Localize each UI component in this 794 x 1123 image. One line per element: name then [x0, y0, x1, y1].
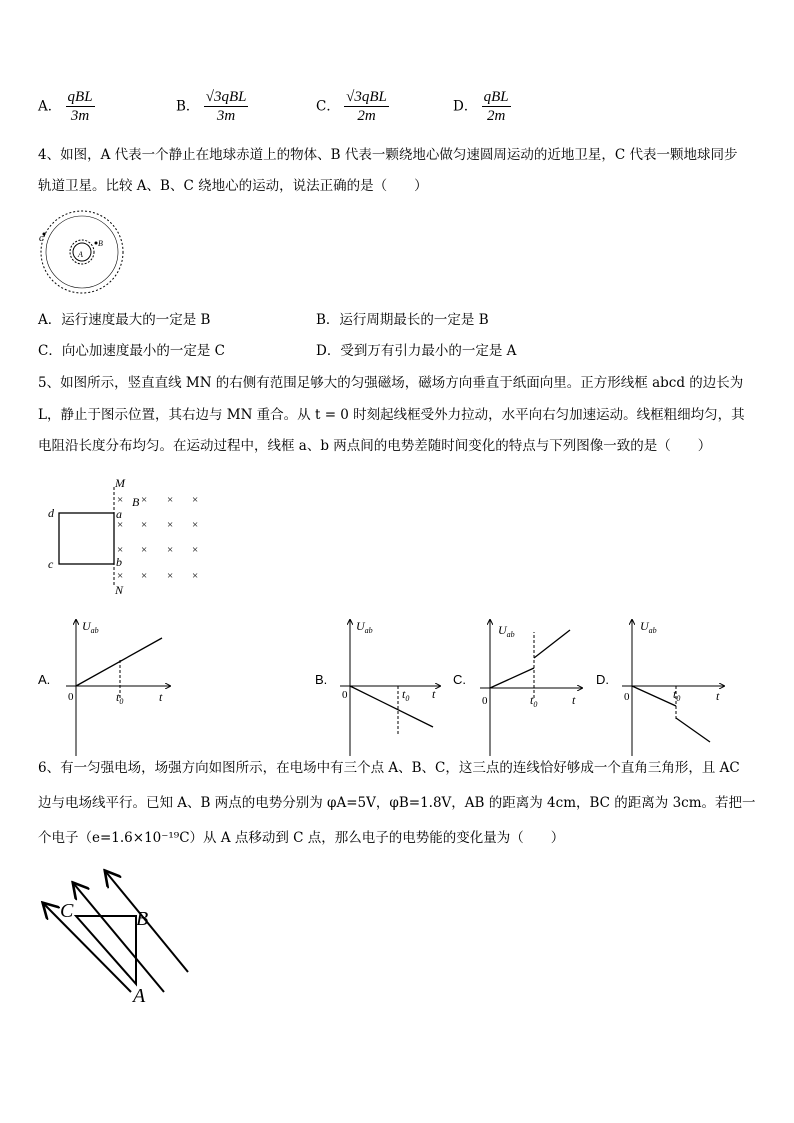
svg-text:0: 0	[342, 689, 348, 701]
q5-text-line2: L，静止于图示位置，其右边与 MN 重合。从 t = 0 时刻起线框受外力拉动，水平向右匀加速运动。线框粗细均匀，其	[38, 407, 745, 423]
label-b: b	[116, 555, 122, 569]
graph-d-label: D.	[596, 672, 609, 687]
graph-a-label: A.	[38, 672, 51, 687]
q3-option-c: C． $\frac{\text{√3qBL}}{2m}$	[316, 89, 387, 124]
triangle-abc	[76, 916, 136, 984]
svg-text:×: ×	[117, 570, 124, 582]
square-frame	[59, 513, 114, 564]
q5-text-line3: 电阻沿长度分布均匀。在运动过程中，线框 a、b 两点间的电势差随时间变化的特点与下列图像一致的是（ ）	[38, 438, 712, 454]
svg-text:t: t	[159, 690, 163, 704]
label-d: d	[48, 506, 54, 520]
q6-text-line1: 6、有一匀强电场，场强方向如图所示，在电场中有三个点 A、B、C，这三点的连线恰好够成一个直角三角形，且 AC	[38, 760, 740, 776]
svg-text:×: ×	[167, 519, 174, 531]
svg-text:×: ×	[141, 570, 148, 582]
label-c: c	[48, 557, 54, 571]
svg-text:t: t	[432, 687, 436, 701]
q4-option-b: B．运行周期最长的一定是 B	[316, 312, 489, 328]
svg-text:t0: $t_0$	[530, 693, 538, 709]
q4-text-line2: 轨道卫星。比较 A、B、C 绕地心的运动，说法正确的是（ ）	[38, 178, 428, 194]
graph-c-line2	[534, 630, 570, 658]
graph-d-line1	[632, 686, 676, 706]
svg-text:×: ×	[117, 544, 124, 556]
q3-option-d: D． $\frac{\text{qBL}}{2m}$	[453, 89, 509, 124]
svg-text:0: 0	[624, 691, 630, 703]
graph-a-line	[76, 638, 162, 686]
q4-option-a: A．运行速度最大的一定是 B	[38, 312, 211, 328]
q3-option-b: B． $\frac{\text{√3qBL}}{3m}$	[176, 89, 247, 124]
svg-text:t0: $t_0$	[116, 690, 124, 706]
graph-b	[336, 612, 446, 760]
svg-text:t0: $t_0$	[673, 687, 681, 703]
svg-text:×: ×	[117, 494, 124, 506]
label-m: M	[115, 476, 125, 490]
svg-text:×: ×	[192, 570, 199, 582]
q5-text-line1: 5、如图所示，竖直直线 MN 的右侧有范围足够大的匀强磁场，磁场方向垂直于纸面向里。正方形线框 abcd 的边长为	[38, 375, 744, 391]
label-a: A	[78, 250, 83, 259]
field-line-2	[74, 884, 164, 992]
label-c: c	[39, 233, 44, 244]
graph-a-ylabel: $U_{ab}$	[82, 619, 99, 635]
svg-text:t0: $t_0$	[402, 687, 410, 703]
graph-d	[618, 612, 730, 760]
label-a: A	[133, 985, 146, 1007]
svg-text:Uab: $U_{ab}$	[640, 619, 657, 635]
svg-text:×: ×	[167, 494, 174, 506]
svg-text:×: ×	[141, 494, 148, 506]
svg-text:0: 0	[68, 691, 74, 703]
label-field-b: B	[132, 495, 140, 509]
svg-text:×: ×	[192, 494, 199, 506]
svg-text:t: t	[716, 689, 720, 703]
label-a: a	[116, 507, 122, 521]
label-n: N	[115, 583, 124, 597]
magnetic-field-figure	[44, 475, 214, 600]
svg-text:×: ×	[167, 570, 174, 582]
svg-text:0: 0	[482, 695, 488, 707]
q6-text-line3: 个电子（e=1.6×10⁻¹⁹C）从 A 点移动到 C 点，那么电子的电势能的变化量为（ ）	[38, 830, 565, 846]
q3-option-a: A． $\frac{\text{qBL}}{3m}$	[38, 89, 93, 124]
orbit-figure	[36, 210, 132, 296]
q4-option-d: D．受到万有引力最小的一定是 A	[316, 343, 517, 359]
label-c: C	[60, 900, 74, 922]
svg-text:×: ×	[141, 544, 148, 556]
q4-text-line1: 4、如图，A 代表一个静止在地球赤道上的物体、B 代表一颗绕地心做匀速圆周运动的近地卫星，C 代表一颗地球同步	[38, 147, 738, 163]
label-b: B	[136, 908, 149, 930]
svg-text:Uab: $U_{ab}$	[356, 619, 373, 635]
graph-c-label: C.	[453, 672, 466, 687]
field-line-1	[44, 904, 131, 992]
svg-text:Uab: $U_{ab}$	[498, 623, 515, 639]
graph-a	[62, 612, 182, 760]
graph-c	[476, 612, 588, 760]
svg-text:×: ×	[192, 519, 199, 531]
field-crosses	[117, 494, 198, 582]
graph-c-line1	[490, 668, 534, 688]
svg-text:×: ×	[141, 519, 148, 531]
q6-text-line2: 边与电场线平行。已知 A、B 两点的电势分别为 φA=5V，φB=1.8V，AB 的距离为 4cm，BC 的距离为 3cm。若把一	[38, 795, 756, 811]
q4-option-c: C．向心加速度最小的一定是 C	[38, 343, 225, 359]
svg-text:×: ×	[167, 544, 174, 556]
electric-field-figure	[36, 864, 196, 1014]
label-b: B	[98, 239, 103, 248]
graph-d-line2	[676, 718, 710, 742]
svg-text:×: ×	[192, 544, 199, 556]
svg-text:t: t	[572, 693, 576, 707]
graph-b-label: B.	[315, 672, 328, 687]
graph-b-line	[350, 686, 433, 727]
svg-text:×: ×	[117, 519, 124, 531]
